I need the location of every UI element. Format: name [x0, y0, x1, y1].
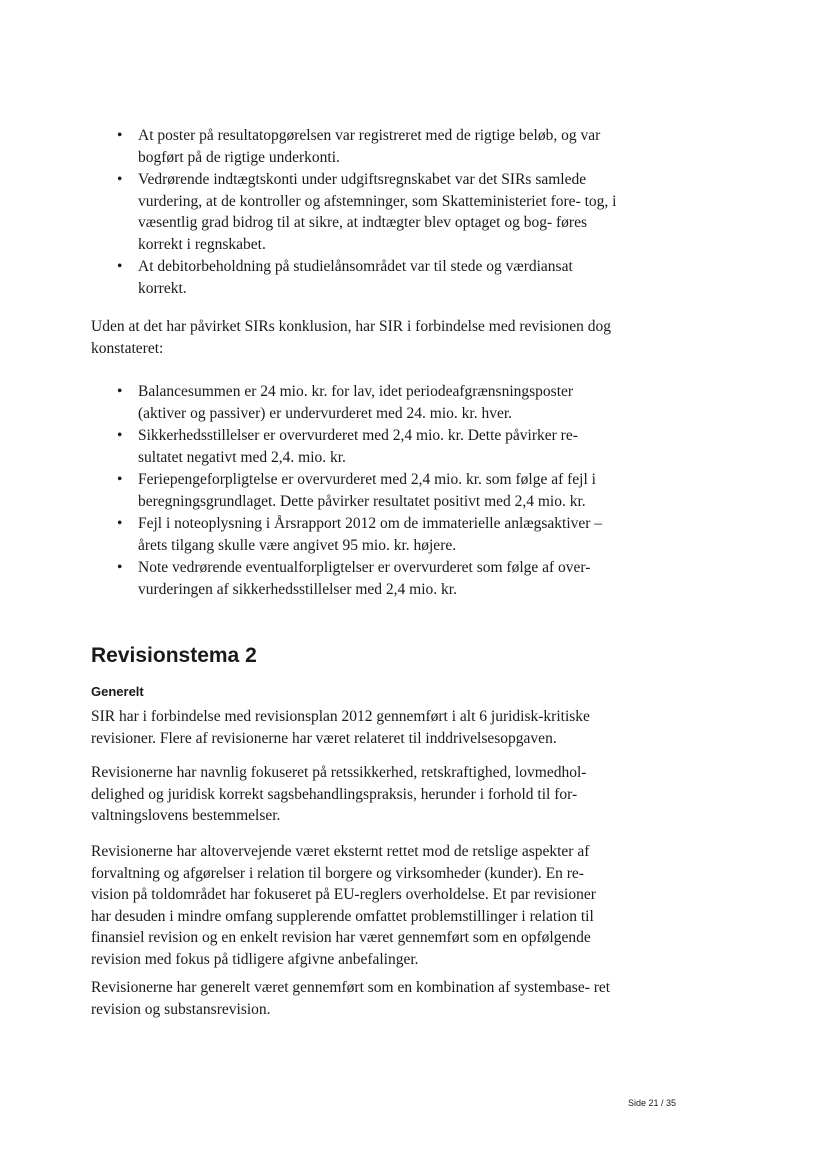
bullet-icon: •	[117, 383, 123, 400]
list-item-text: At debitorbeholdning på studielånsområdet var til stede og værdiansat korrekt.	[138, 258, 573, 297]
list-item	[117, 169, 618, 255]
bullet-list-findings	[117, 381, 618, 600]
list-item-text: Balancesummen er 24 mio. kr. for lav, idet periodeafgrænsningsposter (aktiver og passiver) er undervurderet med 24. mio. kr. hver.	[138, 383, 574, 422]
paragraph: Revisionerne har generelt været gennemført som en kombination af systembase- ret revision og substansrevision.	[91, 979, 611, 1018]
list-item	[117, 125, 618, 168]
list-item	[117, 381, 618, 424]
list-item	[117, 256, 618, 299]
list-item-text: Note vedrørende eventualforpligtelser er overvurderet som følge af over- vurderingen af sikkerhedsstillelser med 2,4 mio. kr.	[138, 559, 591, 598]
section-title: Revisionstema 2	[91, 644, 257, 667]
list-item	[117, 425, 618, 468]
bullet-icon: •	[117, 559, 123, 576]
bullet-list-conclusions	[117, 125, 618, 299]
list-item-text: Vedrørende indtægtskonti under udgiftsregnskabet var det SIRs samlede vurdering, at de kontroller og afstemninger, som Skatteministeriet fore- tog, i væsentlig grad bidrog til at sikre, at indtægter blev optaget og bog- føres korrekt i regnskabet.	[138, 171, 617, 253]
subsection-title: Generelt	[91, 684, 144, 699]
bullet-icon: •	[117, 427, 123, 444]
list-item-text: Feriepengeforpligtelse er overvurderet med 2,4 mio. kr. som følge af fejl i beregningsgrundlaget. Dette påvirker resultatet positivt med 2,4 mio. kr.	[138, 471, 596, 510]
bullet-icon: •	[117, 171, 123, 188]
bullet-icon: •	[117, 258, 123, 275]
paragraph: SIR har i forbindelse med revisionsplan 2012 gennemført i alt 6 juridisk-kritiske revisioner. Flere af revisionerne har været relateret til inddrivelsesopgaven.	[91, 708, 590, 747]
paragraph: Revisionerne har navnlig fokuseret på retssikkerhed, retskraftighed, lovmedhol- delighed og juridisk korrekt sagsbehandlingspraksis, herunder i forhold til for- valtningslovens bestemmelser.	[91, 764, 587, 824]
list-item	[117, 469, 618, 512]
list-item	[117, 513, 618, 556]
list-item	[117, 557, 618, 600]
list-item-text: Sikkerhedsstillelser er overvurderet med 2,4 mio. kr. Dette påvirker re- sultatet negativt med 2,4. mio. kr.	[138, 427, 578, 466]
intro-paragraph: Uden at det har påvirket SIRs konklusion, har SIR i forbindelse med revisionen dog konstateret:	[91, 318, 612, 357]
bullet-icon: •	[117, 471, 123, 488]
bullet-icon: •	[117, 127, 123, 144]
list-item-text: Fejl i noteoplysning i Årsrapport 2012 om de immaterielle anlægsaktiver – årets tilgang skulle være angivet 95 mio. kr. højere.	[138, 515, 603, 554]
bullet-icon: •	[117, 515, 123, 532]
list-item-text: At poster på resultatopgørelsen var registreret med de rigtige beløb, og var bogført på de rigtige underkonti.	[138, 127, 601, 166]
page-number: Side 21 / 35	[628, 1098, 677, 1108]
paragraph: Revisionerne har altovervejende været eksternt rettet mod de retslige aspekter af forvaltning og afgørelser i relation til borgere og virksomheder (kunder). En re- vision på toldområdet har fokuseret på EU-reglers overholdelse. Et par revisioner har desuden i mindre omfang supplerende omfattet problemstillinger i relation til finansiel revision og en enkelt revision har været gennemført som en opfølgende revision med fokus på tidligere afgivne anbefalinger.	[91, 843, 596, 968]
